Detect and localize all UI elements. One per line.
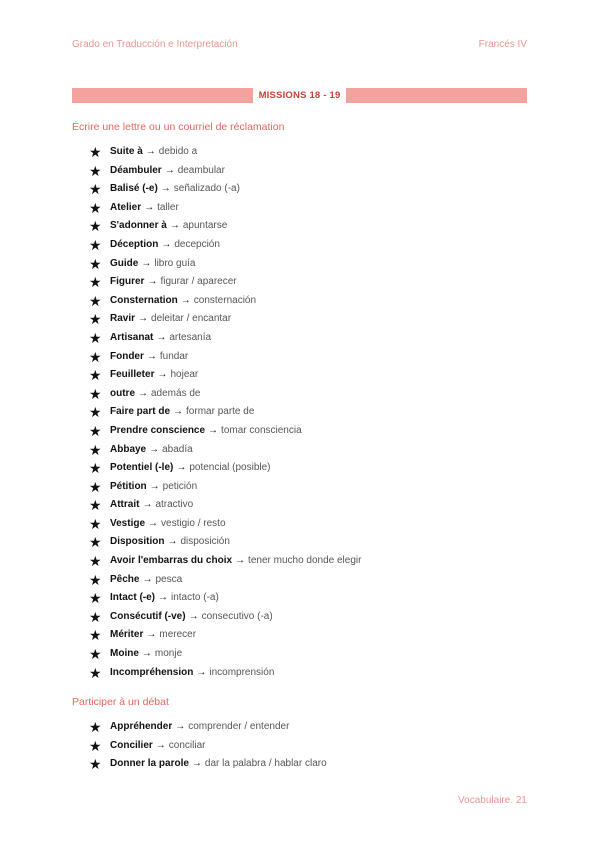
star-bullet-icon — [89, 626, 110, 645]
star-bullet-icon — [89, 755, 110, 774]
vocab-item — [89, 217, 361, 236]
arrow-icon: → — [167, 536, 178, 548]
arrow-icon: → — [155, 739, 166, 751]
spanish-translation: potencial (posible) — [189, 462, 271, 474]
vocab-item — [89, 496, 361, 515]
arrow-icon: → — [160, 183, 171, 195]
spanish-translation: apuntarse — [182, 220, 228, 232]
star-bullet-icon — [89, 255, 110, 274]
french-term: Appréhender — [110, 721, 173, 732]
spanish-translation: petición — [162, 480, 198, 492]
spanish-translation: deambular — [177, 164, 225, 176]
arrow-icon: → — [144, 201, 155, 213]
french-term: Fonder — [110, 350, 144, 362]
arrow-icon: → — [180, 294, 191, 306]
arrow-icon: → — [149, 443, 160, 455]
vocab-item — [89, 180, 361, 199]
arrow-icon: → — [208, 424, 219, 436]
french-term: Vestige — [110, 517, 146, 529]
star-bullet-icon — [89, 366, 110, 385]
french-term: Disposition — [110, 536, 165, 548]
star-bullet-icon — [89, 236, 110, 255]
arrow-icon: → — [146, 350, 157, 362]
french-term: Concilier — [110, 739, 153, 751]
spanish-translation: figurar / aparecer — [160, 276, 237, 288]
star-bullet-icon — [89, 515, 110, 534]
star-bullet-icon — [89, 162, 110, 181]
star-bullet-icon — [89, 589, 110, 608]
section-heading: Participer à un débat — [72, 696, 169, 708]
spanish-translation: debido a — [158, 146, 198, 157]
star-bullet-icon — [89, 571, 110, 590]
french-term: Consécutif (-ve) — [110, 610, 186, 622]
spanish-translation: formar parte de — [186, 406, 255, 418]
star-bullet-icon — [89, 608, 110, 627]
vocab-item — [89, 403, 361, 422]
spanish-translation: artesanía — [169, 331, 212, 343]
vocab-item — [89, 441, 361, 460]
french-term: Faire part de — [110, 406, 171, 418]
vocab-item — [89, 273, 361, 292]
star-bullet-icon — [89, 217, 110, 236]
star-bullet-icon — [89, 552, 110, 571]
arrow-icon: → — [161, 238, 172, 250]
spanish-translation: tomar consciencia — [221, 424, 302, 436]
missions-banner — [72, 88, 527, 103]
vocab-item — [89, 199, 361, 218]
section-heading: Écrire une lettre ou un courriel de réclamation — [72, 121, 285, 133]
vocab-item — [89, 236, 361, 255]
spanish-translation: deleitar / encantar — [151, 313, 232, 325]
arrow-icon: → — [169, 220, 180, 232]
french-term: Incompréhension — [110, 666, 194, 678]
french-term: Consternation — [110, 294, 178, 306]
french-term: Balisé (-e) — [110, 183, 158, 195]
vocab-item — [89, 143, 361, 162]
french-term: Ravir — [110, 313, 136, 325]
vocab-item — [89, 422, 361, 441]
star-bullet-icon — [89, 496, 110, 515]
star-bullet-icon — [89, 403, 110, 422]
subject-title: Francés IV — [478, 39, 527, 50]
vocab-item — [89, 608, 361, 627]
arrow-icon: → — [138, 313, 149, 325]
star-bullet-icon — [89, 737, 110, 756]
french-term: Feuilleter — [110, 369, 155, 381]
spanish-translation: monje — [154, 648, 183, 660]
vocab-item — [89, 664, 361, 683]
arrow-icon: → — [141, 257, 152, 269]
star-bullet-icon — [89, 645, 110, 664]
arrow-icon: → — [156, 331, 167, 343]
spanish-translation: abadía — [162, 443, 193, 455]
vocab-item — [89, 626, 361, 645]
arrow-icon: → — [142, 499, 153, 511]
spanish-translation: atractivo — [155, 499, 194, 511]
arrow-icon: → — [142, 573, 153, 585]
arrow-icon: → — [149, 480, 160, 492]
arrow-icon: → — [235, 555, 246, 567]
vocab-item — [89, 533, 361, 552]
french-term: Prendre conscience — [110, 424, 206, 436]
french-term: Donner la parole — [110, 758, 189, 770]
star-bullet-icon — [89, 329, 110, 348]
arrow-icon: → — [191, 758, 202, 770]
arrow-icon: → — [138, 387, 148, 399]
vocab-item — [89, 348, 361, 367]
french-term: Déambuler — [110, 164, 162, 176]
spanish-translation: incomprensión — [209, 666, 275, 678]
banner-title: MISSIONS 18 - 19 — [258, 90, 341, 101]
spanish-translation: dar la palabra / hablar claro — [204, 758, 327, 770]
arrow-icon: → — [196, 666, 207, 678]
arrow-icon: → — [176, 462, 187, 474]
star-bullet-icon — [89, 664, 110, 683]
vocab-item — [89, 366, 361, 385]
vocab-item — [89, 478, 361, 497]
star-bullet-icon — [89, 348, 110, 367]
spanish-translation: decepción — [174, 238, 220, 250]
spanish-translation: fundar — [159, 350, 189, 362]
vocab-item — [89, 310, 361, 329]
arrow-icon: → — [188, 610, 199, 622]
star-bullet-icon — [89, 143, 110, 162]
star-bullet-icon — [89, 273, 110, 292]
french-term: Atelier — [110, 201, 142, 213]
vocab-item — [89, 589, 361, 608]
spanish-translation: disposición — [180, 536, 230, 548]
arrow-icon: → — [141, 648, 152, 660]
arrow-icon: → — [175, 721, 186, 732]
vocab-item — [89, 255, 361, 274]
vocab-list — [89, 143, 361, 682]
french-term: Déception — [110, 238, 159, 250]
french-term: Avoir l'embarras du choix — [110, 555, 233, 567]
arrow-icon: → — [158, 592, 168, 604]
banner-bar-right — [346, 88, 527, 103]
french-term: Pétition — [110, 480, 147, 492]
french-term: Artisanat — [110, 331, 154, 343]
spanish-translation: consecutivo (-a) — [201, 610, 273, 622]
spanish-translation: hojear — [170, 369, 199, 381]
french-term: Moine — [110, 648, 139, 660]
vocab-item — [89, 162, 361, 181]
page-footer: Vocabulaire. 21 — [458, 795, 527, 806]
star-bullet-icon — [89, 199, 110, 218]
spanish-translation: conciliar — [168, 739, 206, 751]
spanish-translation: libro guía — [154, 257, 196, 269]
course-title: Grado en Traducción e Interpretación — [72, 39, 238, 50]
arrow-icon: → — [157, 369, 168, 381]
arrow-icon: → — [147, 276, 158, 288]
vocab-item — [89, 718, 327, 737]
spanish-translation: además de — [151, 387, 201, 399]
spanish-translation: consternación — [193, 294, 257, 306]
vocab-item — [89, 571, 361, 590]
arrow-icon: → — [145, 146, 156, 157]
french-term: S'adonner à — [110, 220, 167, 232]
french-term: Attrait — [110, 499, 140, 511]
arrow-icon: → — [164, 164, 175, 176]
french-term: Potentiel (-le) — [110, 462, 174, 474]
star-bullet-icon — [89, 533, 110, 552]
french-term: Abbaye — [110, 443, 147, 455]
spanish-translation: tener mucho donde elegir — [248, 555, 362, 567]
banner-bar-left — [72, 88, 253, 103]
vocab-item — [89, 645, 361, 664]
star-bullet-icon — [89, 310, 110, 329]
spanish-translation: comprender / entender — [188, 721, 290, 732]
french-term: outre — [110, 387, 135, 399]
vocab-item — [89, 552, 361, 571]
spanish-translation: merecer — [159, 629, 197, 641]
arrow-icon: → — [148, 517, 159, 529]
vocab-item — [89, 515, 361, 534]
star-bullet-icon — [89, 180, 110, 199]
star-bullet-icon — [89, 478, 110, 497]
vocab-item — [89, 755, 327, 774]
vocab-item — [89, 737, 327, 756]
spanish-translation: pesca — [155, 573, 183, 585]
vocab-item — [89, 292, 361, 311]
arrow-icon: → — [146, 629, 157, 641]
french-term: Guide — [110, 257, 139, 269]
star-bullet-icon — [89, 718, 110, 737]
arrow-icon: → — [173, 406, 184, 418]
vocab-item — [89, 385, 361, 404]
vocab-item — [89, 329, 361, 348]
vocab-item — [89, 459, 361, 478]
spanish-translation: intacto (-a) — [171, 592, 219, 604]
french-term: Figurer — [110, 276, 145, 288]
star-bullet-icon — [89, 385, 110, 404]
page-header — [72, 38, 527, 52]
vocab-list — [89, 718, 327, 774]
french-term: Mériter — [110, 629, 144, 641]
french-term: Intact (-e) — [110, 592, 155, 604]
spanish-translation: vestigio / resto — [161, 517, 226, 529]
french-term: Suite à — [110, 146, 143, 157]
spanish-translation: señalizado (-a) — [173, 183, 240, 195]
star-bullet-icon — [89, 422, 110, 441]
star-bullet-icon — [89, 441, 110, 460]
spanish-translation: taller — [157, 201, 179, 213]
french-term: Pêche — [110, 573, 140, 585]
star-bullet-icon — [89, 459, 110, 478]
star-bullet-icon — [89, 292, 110, 311]
